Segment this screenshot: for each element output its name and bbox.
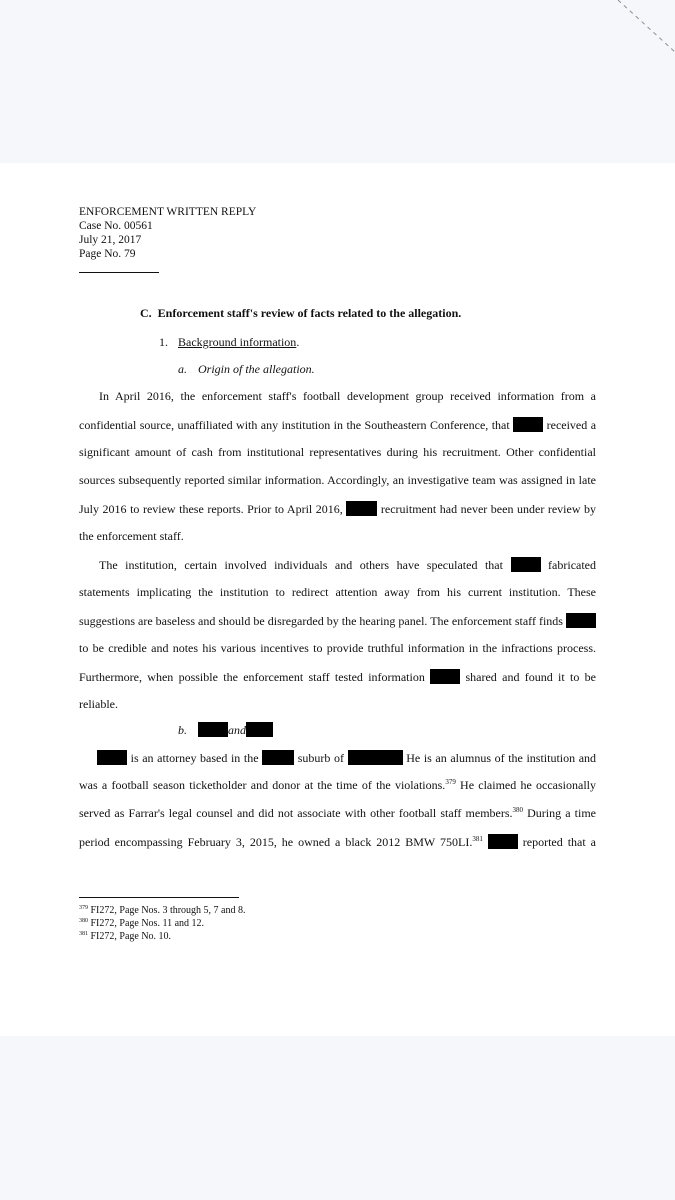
- para3-line1-text-a: is an attorney based in the: [130, 751, 259, 765]
- para1-line5-text-a: July 2016 to review these reports. Prior to April 2016,: [79, 502, 343, 516]
- para1-line2-text-a: confidential source, unaffiliated with any institution in the Southeastern Conference, that: [79, 418, 510, 432]
- para2-line6: [79, 697, 596, 711]
- para1-line2: [79, 417, 596, 432]
- redaction-box: [348, 750, 403, 765]
- redaction-box: [488, 834, 518, 849]
- para2-line2-text: statements implicating the institution to redirect attention away from his current institution. These: [79, 585, 596, 599]
- section-b-heading: [178, 722, 273, 738]
- para1-line1-text: In April 2016, the enforcement staff's football development group received information from a: [99, 389, 596, 403]
- footnote-rule: [79, 897, 239, 898]
- para3-line3-text-a: served as Farrar's legal counsel and did not associate with other football staff members.: [79, 806, 513, 820]
- section-1-heading: [159, 335, 299, 350]
- para2-line3-text: suggestions are baseless and should be disregarded by the hearing panel. The enforcement staff finds: [79, 614, 563, 628]
- header-page-number: Page No. 79: [79, 248, 136, 260]
- footnote-text: FI272, Page No. 10.: [90, 931, 172, 942]
- para3-line2-text-b: He claimed he occasionally: [460, 778, 597, 792]
- section-a-heading: [178, 362, 315, 377]
- para1-line6-text: the enforcement staff.: [79, 529, 184, 543]
- footnote-number: 379: [79, 905, 88, 911]
- para3-line2-text-a: was a football season ticketholder and donor at the time of the violations.: [79, 778, 446, 792]
- footnote: [79, 931, 171, 943]
- redaction-box: [198, 722, 228, 737]
- section-1-number: 1.: [159, 335, 168, 349]
- footnote-ref-381: 381: [472, 835, 483, 843]
- section-c-title: Enforcement staff's review of facts related to the allegation.: [157, 306, 462, 320]
- para3-line1: [97, 750, 596, 765]
- para3-line3-text-b: During a time: [527, 806, 597, 820]
- para2-line1: [99, 557, 596, 572]
- para2-line5-text-b: shared and found it to be: [465, 670, 597, 684]
- para1-line2-text-b: received a: [546, 418, 597, 432]
- footnote: [79, 918, 204, 930]
- section-c-heading: [140, 306, 461, 321]
- para2-line1-text-a: The institution, certain involved individuals and others have speculated that: [99, 558, 503, 572]
- para2-line6-text: reliable.: [79, 697, 118, 711]
- footnote-text: FI272, Page Nos. 11 and 12.: [90, 918, 205, 929]
- redaction-box: [97, 750, 127, 765]
- redaction-box: [566, 613, 596, 628]
- redaction-box: [430, 669, 460, 684]
- para1-line4: [79, 473, 596, 487]
- para1-line5: [79, 501, 596, 516]
- header-rule: [79, 272, 159, 273]
- redaction-box: [262, 750, 294, 765]
- para2-line3: [79, 613, 596, 628]
- header-title: ENFORCEMENT WRITTEN REPLY: [79, 206, 257, 218]
- para3-line2: [79, 778, 596, 792]
- para2-line5-text-a: Furthermore, when possible the enforcement staff tested information: [79, 670, 425, 684]
- para3-line1-text-c: He is an alumnus of the institution and: [406, 751, 597, 765]
- para3-line4-text-a: period encompassing February 3, 2015, he owned a black 2012 BMW 750LI.: [79, 835, 473, 849]
- footnote-number: 380: [79, 918, 88, 924]
- redaction-box: [246, 722, 273, 737]
- footnote: [79, 905, 246, 917]
- para2-line5: [79, 669, 596, 684]
- section-a-letter: a.: [178, 362, 187, 376]
- section-b-conj: and: [228, 723, 246, 737]
- para2-line1-text-b: fabricated: [548, 558, 597, 572]
- para1-line6: [79, 529, 596, 543]
- redaction-box: [511, 557, 541, 572]
- para1-line1: [99, 389, 596, 403]
- document-page: [0, 163, 675, 1036]
- section-c-label: C.: [140, 306, 152, 320]
- para1-line5-text-b: recruitment had never been under review by: [380, 502, 597, 516]
- section-1-title: Background information: [178, 335, 297, 349]
- para1-line3: [79, 445, 596, 459]
- para1-line3-text: significant amount of cash from institutional representatives during his recruitment. Other confidential: [79, 445, 596, 459]
- para1-line4-text: sources subsequently reported similar information. Accordingly, an investigative team was assigned in late: [79, 473, 596, 487]
- footnote-text: FI272, Page Nos. 3 through 5, 7 and 8.: [90, 905, 246, 916]
- footnote-ref-380: 380: [512, 806, 524, 814]
- section-1-trail: .: [296, 335, 300, 349]
- para2-line2: [79, 585, 596, 599]
- para3-line4: [79, 834, 596, 849]
- para3-line4-text-b: reported that a: [522, 835, 596, 849]
- para3-line3: [79, 806, 596, 820]
- para2-line4-text: to be credible and notes his various incentives to provide truthful information in the infractions process.: [79, 641, 596, 655]
- redaction-box: [513, 417, 543, 432]
- footnote-number: 381: [79, 931, 88, 937]
- para2-line4: [79, 641, 596, 655]
- section-a-title: Origin of the allegation.: [198, 362, 315, 376]
- header-case-number: Case No. 00561: [79, 220, 153, 232]
- footnote-ref-379: 379: [445, 778, 456, 786]
- para3-line1-text-b: suburb of: [297, 751, 345, 765]
- section-b-letter: b.: [178, 723, 187, 737]
- header-date: July 21, 2017: [79, 234, 142, 246]
- redaction-box: [346, 501, 377, 516]
